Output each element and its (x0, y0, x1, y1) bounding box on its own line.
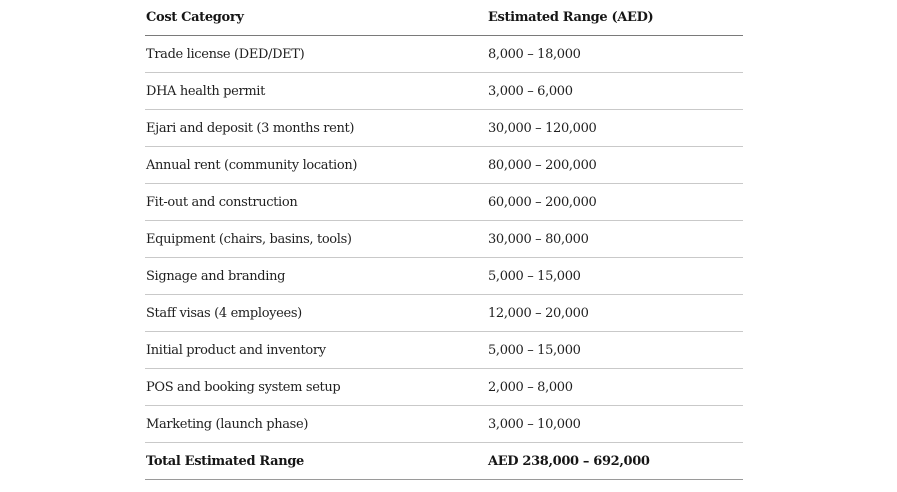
table-row (145, 184, 743, 221)
row-range: 80,000 – 200,000 (487, 147, 743, 184)
row-category: DHA health permit (145, 73, 487, 110)
table-row (145, 221, 743, 258)
total-row (145, 443, 743, 480)
table-row (145, 332, 743, 369)
row-category: Ejari and deposit (3 months rent) (145, 110, 487, 147)
row-category: Equipment (chairs, basins, tools) (145, 221, 487, 258)
row-range: 3,000 – 6,000 (487, 73, 743, 110)
table-row (145, 258, 743, 295)
row-range: 2,000 – 8,000 (487, 369, 743, 406)
row-range: 3,000 – 10,000 (487, 406, 743, 443)
table-row (145, 295, 743, 332)
header-row (145, 0, 743, 36)
table-body (145, 36, 743, 480)
row-category: Fit-out and construction (145, 184, 487, 221)
total-label: Total Estimated Range (145, 443, 487, 480)
header-estimated-range: Estimated Range (AED) (487, 0, 743, 36)
row-range: 8,000 – 18,000 (487, 36, 743, 73)
row-range: 30,000 – 80,000 (487, 221, 743, 258)
row-category: Trade license (DED/DET) (145, 36, 487, 73)
table-row (145, 369, 743, 406)
row-range: 5,000 – 15,000 (487, 258, 743, 295)
row-category: Marketing (launch phase) (145, 406, 487, 443)
table-header (145, 0, 743, 36)
row-category: Signage and branding (145, 258, 487, 295)
row-category: Staff visas (4 employees) (145, 295, 487, 332)
table-row (145, 110, 743, 147)
table-row (145, 147, 743, 184)
row-category: Initial product and inventory (145, 332, 487, 369)
row-range: 60,000 – 200,000 (487, 184, 743, 221)
row-range: 30,000 – 120,000 (487, 110, 743, 147)
table-row (145, 73, 743, 110)
row-category: POS and booking system setup (145, 369, 487, 406)
cost-table (145, 0, 743, 480)
row-range: 5,000 – 15,000 (487, 332, 743, 369)
row-category: Annual rent (community location) (145, 147, 487, 184)
row-range: 12,000 – 20,000 (487, 295, 743, 332)
table-row (145, 36, 743, 73)
table-row (145, 406, 743, 443)
total-range: AED 238,000 – 692,000 (487, 443, 743, 480)
header-cost-category: Cost Category (145, 0, 487, 36)
